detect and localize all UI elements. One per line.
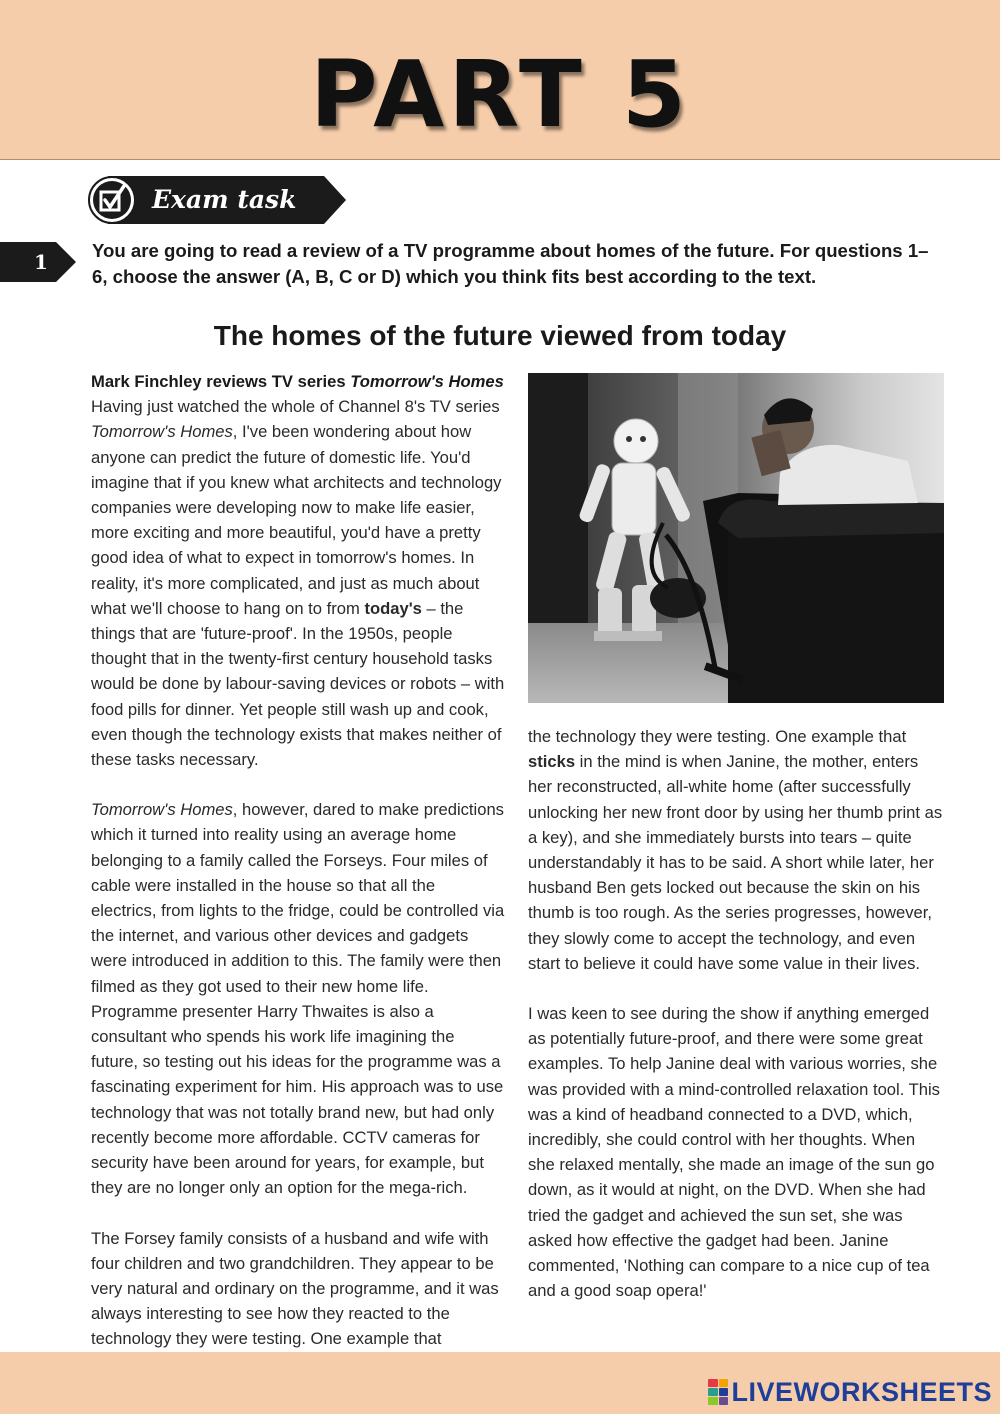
- checkbox-icon: [88, 176, 136, 224]
- exam-task-label: Exam task: [152, 185, 297, 214]
- liveworksheets-logo: [708, 1378, 992, 1406]
- page-title: PART 5: [310, 41, 690, 148]
- article-title: The homes of the future viewed from today: [213, 320, 787, 351]
- liveworksheets-badge-icon: [708, 1379, 728, 1405]
- byline: Mark Finchley reviews TV series Tomorrow's Homes: [91, 372, 504, 391]
- instructions: You are going to read a review of a TV programme about homes of the future. For questions 1–6, choose the answer (A, B, C or D) which you think fits best according to the text.: [92, 240, 929, 287]
- paragraph-4: I was keen to see during the show if anything emerged as potentially future-proof, and there were some great examples. To help Janine deal with various worries, she was provided with a mind-controlled relaxation tool. This was a kind of headband connected to a DVD, which, incredibly, she could control with her thoughts. When she relaxed mentally, she made an image of the sun go down, as it would at night, on the DVD. When she had tried the gadget and achieved the sun set, she was asked how effective the gadget had been. Janine commented, 'Nothing can compare to a nice cup of tea and a good soap opera!': [528, 1004, 940, 1301]
- robot-vacuum-photo: [528, 373, 944, 703]
- question-number: 1: [34, 250, 48, 274]
- paragraph-1: Mark Finchley reviews TV series Tomorrow's Homes Having just watched the whole of Channel 8's TV series Tomorrow's Homes, I've been wondering about how anyone can predict the future of domestic life. You'd imagine that if you knew what architects and technology companies were developing now to make life easier, more exciting and more beautiful, you'd have a pretty good idea of what to expect in tomorrow's homes. In reality, it's more complicated, and just as much about what we'll choose to hang on to from today's – the things that are 'future-proof'. In the 1950s, people thought that in the twenty-first century household tasks would be done by labour-saving devices or robots – with food pills for dinner. Yet people still wash up and cook, even though the technology exists that makes neither of these tasks necessary.: [91, 372, 505, 770]
- question-number-tab: [0, 242, 76, 282]
- article-left-column: [91, 369, 505, 1349]
- exam-task-banner: [88, 176, 346, 224]
- paragraph-2: Tomorrow's Homes, however, dared to make predictions which it turned into reality using an average home belonging to a family called the Forseys. Four miles of cable were installed in the house so that all the electrics, from lights to the fridge, could be controlled via the internet, and various other devices and gadgets were introduced in addition to this. The family were then filmed as they got used to their new home life. Programme presenter Harry Thwaites is also a consultant who spends his work life imagining the future, so testing out his ideas for the programme was a fascinating experiment for him. His approach was to use technology that was not totally brand new, but had only recently become more affordable. CCTV cameras for security have been around for years, for example, but they are no longer only an option for the mega-rich.: [91, 800, 505, 1198]
- liveworksheets-wordmark: LIVEWORKSHEETS: [731, 1377, 992, 1407]
- article-right-column: [528, 724, 944, 1303]
- paragraph-3: The Forsey family consists of a husband and wife with four children and two grandchildren. They appear to be very natural and ordinary on the programme, and it was always interesting to see how they reacted to the technology they were testing. One example that: [91, 1228, 499, 1349]
- paragraph-3-continued: the technology they were testing. One example that sticks in the mind is when Janine, the mother, enters her reconstructed, all-white home (after successfully unlocking her new front door by using her thumb print as a key), and she immediately bursts into tears – quite understandably it has to be said. A short while later, her husband Ben gets locked out because the skin on his thumb is too rough. As the series progresses, however, they slowly come to accept the technology, and even start to believe it could have some value in their lives.: [528, 727, 943, 973]
